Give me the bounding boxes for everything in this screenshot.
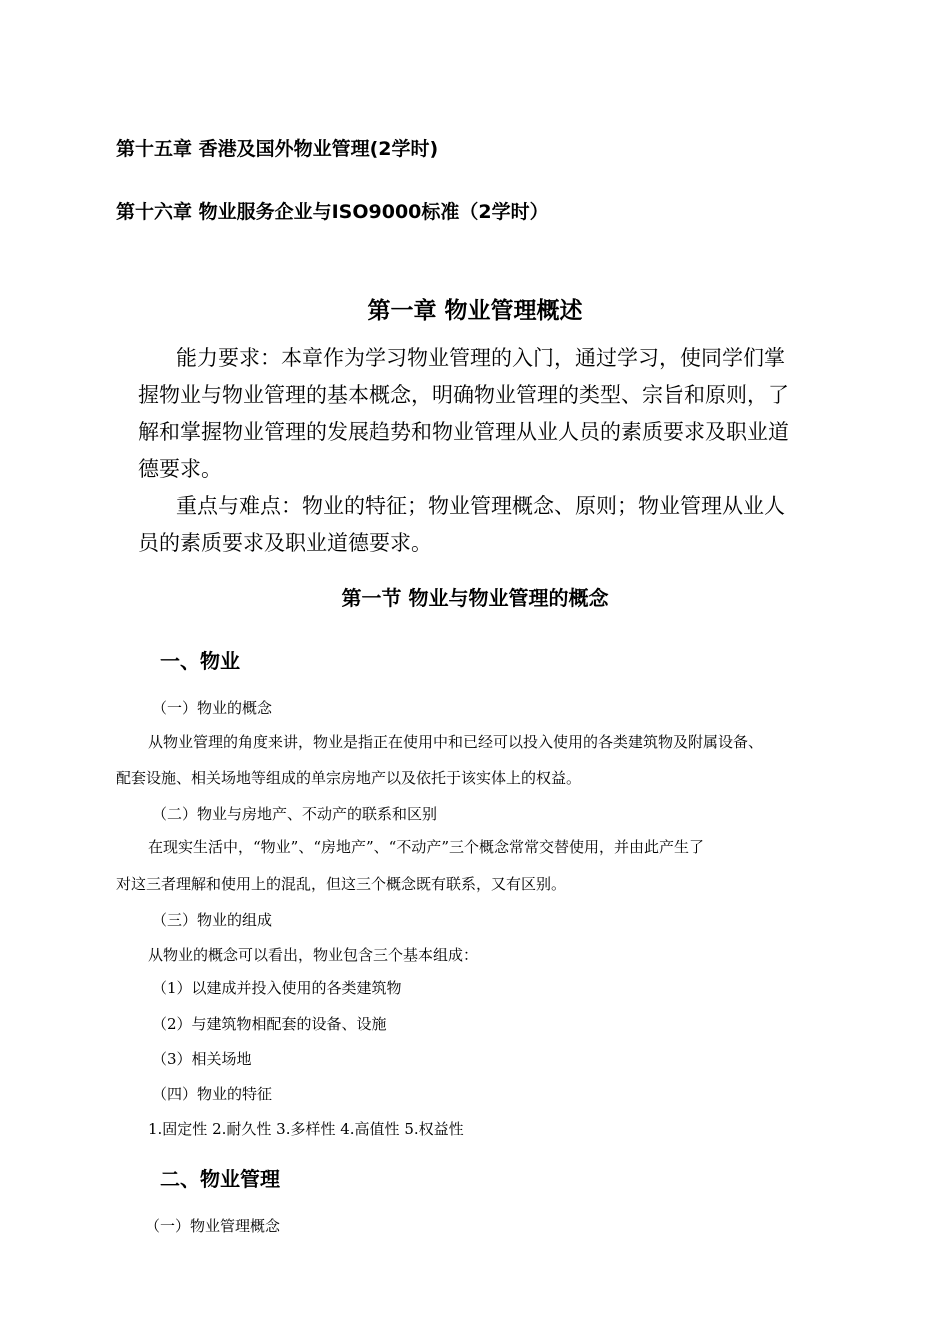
list-item-2: （2）与建筑物相配套的设备、设施 [152, 1015, 387, 1033]
sub-heading-2: （二）物业与房地产、不动产的联系和区别 [152, 805, 438, 823]
toc-chapter-15: 第十五章 香港及国外物业管理(2学时) [116, 138, 439, 160]
sub-heading-4: （四）物业的特征 [152, 1085, 273, 1103]
paragraph-1-line-1: 从物业管理的角度来讲，物业是指正在使用中和已经可以投入使用的各类建筑物及附属设备、 [148, 733, 764, 751]
sub-heading-1: （一）物业的概念 [152, 699, 273, 717]
list-item-1: （1）以建成并投入使用的各类建筑物 [152, 979, 402, 997]
key-line-2: 员的素质要求及职业道德要求。 [138, 531, 432, 555]
sub-heading-3: （三）物业的组成 [152, 911, 273, 929]
toc-chapter-16: 第十六章 物业服务企业与ISO9000标准（2学时） [116, 201, 549, 223]
ability-line-3: 解和掌握物业管理的发展趋势和物业管理从业人员的素质要求及职业道 [138, 420, 789, 444]
list-item-3: （3）相关场地 [152, 1050, 252, 1068]
features-list: 1.固定性 2.耐久性 3.多样性 4.高值性 5.权益性 [148, 1120, 464, 1138]
part-2-title: 二、物业管理 [160, 1167, 280, 1191]
paragraph-3: 从物业的概念可以看出，物业包含三个基本组成： [148, 946, 479, 964]
part-1-title: 一、物业 [160, 649, 240, 673]
ability-line-1: 能力要求：本章作为学习物业管理的入门，通过学习，使同学们掌 [176, 346, 785, 370]
paragraph-1-line-2: 配套设施、相关场地等组成的单宗房地产以及依托于该实体上的权益。 [116, 769, 582, 787]
section-title: 第一节 物业与物业管理的概念 [341, 586, 609, 610]
ability-line-2: 握物业与物业管理的基本概念，明确物业管理的类型、宗旨和原则，了 [138, 383, 789, 407]
chapter-title: 第一章 物业管理概述 [367, 298, 583, 324]
part-2-sub-heading-1: （一）物业管理概念 [145, 1217, 281, 1235]
paragraph-2-line-2: 对这三者理解和使用上的混乱，但这三个概念既有联系，又有区别。 [116, 875, 567, 893]
key-points [138, 488, 838, 562]
key-line-1: 重点与难点：物业的特征；物业管理概念、原则；物业管理从业人 [176, 494, 785, 518]
paragraph-2-line-1: 在现实生活中，“物业”、“房地产”、“不动产”三个概念常常交替使用，并由此产生了 [148, 838, 705, 856]
ability-line-4: 德要求。 [138, 457, 222, 481]
ability-requirements [138, 340, 838, 488]
